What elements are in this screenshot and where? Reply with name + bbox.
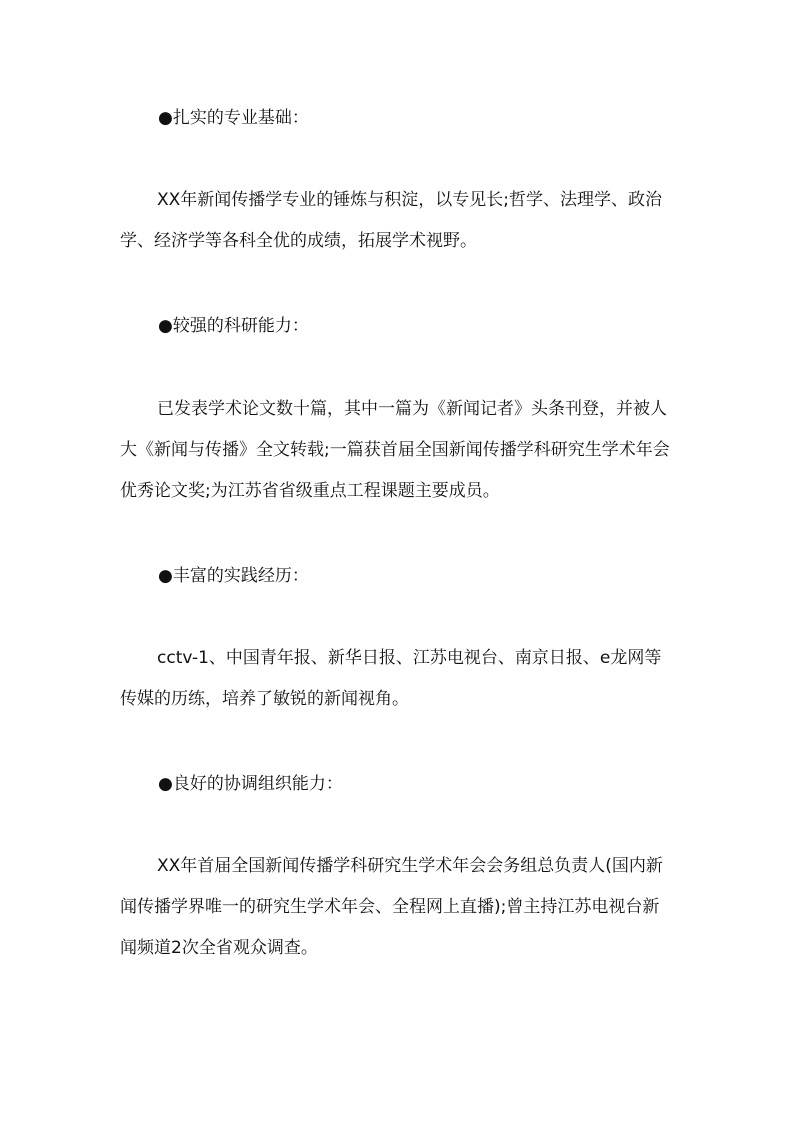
section-heading-professional-foundation: ●扎实的专业基础： — [158, 108, 309, 128]
section-body-coordination-ability: XX年首届全国新闻传播学科研究生学术年会会务组总负责人(国内新闻传播学界唯一的研究生学术年会、全程网上直播);曾主持江苏电视台新闻频道2次全省观众调查。 — [120, 856, 663, 958]
section-heading-coordination-ability: ●良好的协调组织能力： — [158, 774, 343, 794]
section-body-practical-experience: cctv-1、中国青年报、新华日报、江苏电视台、南京日报、e龙网等传媒的历练，培养了敏锐的新闻视角。 — [120, 648, 662, 709]
section-body-research-ability: 已发表学术论文数十篇，其中一篇为《新闻记者》头条刊登，并被人大《新闻与传播》全文转载;一篇获首届全国新闻传播学科研究生学术年会优秀论文奖;为江苏省省级重点工程课题主要成员。 — [120, 399, 670, 501]
section-heading-practical-experience: ●丰富的实践经历： — [158, 566, 309, 586]
section-heading-research-ability: ●较强的科研能力： — [158, 316, 309, 336]
section-body-professional-foundation: XX年新闻传播学专业的锤炼与积淀，以专见长;哲学、法理学、政治学、经济学等各科全优的成绩，拓展学术视野。 — [120, 190, 663, 251]
